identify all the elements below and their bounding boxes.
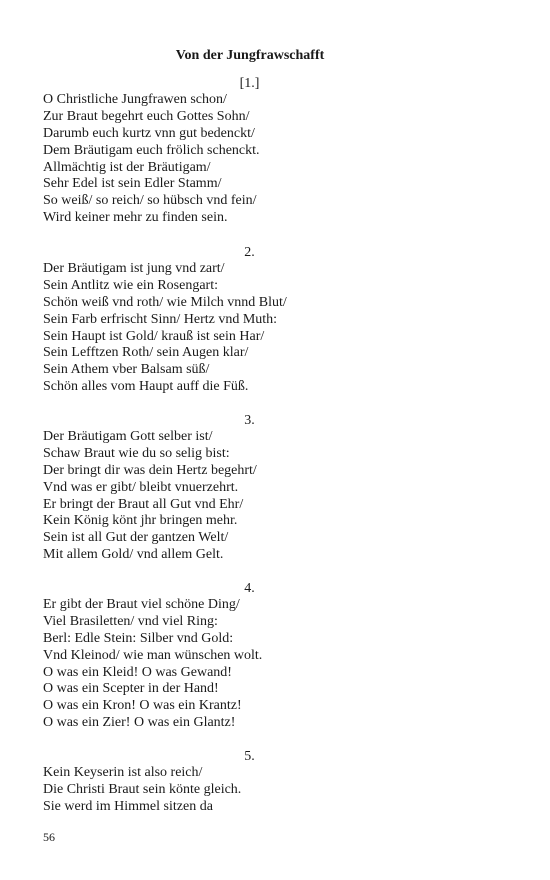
stanza-number: [1.]: [239, 76, 260, 91]
stanza-5: [43, 748, 463, 816]
verse-line: Sie werd im Himmel sitzen da: [43, 798, 213, 814]
verse-line: Wird keiner mehr zu finden sein.: [43, 210, 228, 226]
verse-line: Er bringt der Braut all Gut vnd Ehr/: [43, 496, 244, 512]
verse-line: O was ein Zier! O was ein Glantz!: [43, 715, 236, 731]
verse-line: O was ein Kron! O was ein Krantz!: [43, 698, 242, 714]
stanza-1: [43, 75, 463, 227]
verse-line: O was ein Scepter in der Hand!: [43, 681, 219, 697]
verse-line: O Christliche Jungfrawen schon/: [43, 92, 227, 107]
verse-line: Kein König könt jhr bringen mehr.: [43, 513, 238, 529]
verse-line: Zur Braut begehrt euch Gottes Sohn/: [43, 108, 250, 124]
verse-line: Vnd was er gibt/ bleibt vnuerzehrt.: [43, 479, 239, 495]
verse-line: Sein Haupt ist Gold/ krauß ist sein Har/: [43, 328, 265, 344]
stanza-number: 4.: [244, 581, 255, 596]
verse-line: Sein ist all Gut der gantzen Welt/: [43, 530, 229, 546]
verse-line: Sein Lefftzen Roth/ sein Augen klar/: [43, 345, 249, 361]
verse-line: Sehr Edel ist sein Edler Stamm/: [43, 176, 222, 192]
verse-line: Die Christi Braut sein könte gleich.: [43, 781, 242, 797]
verse-line: Der Bräutigam ist jung vnd zart/: [43, 261, 225, 276]
verse-line: Berl: Edle Stein: Silber vnd Gold:: [43, 630, 234, 646]
stanza-number: 2.: [244, 245, 255, 260]
verse-line: Kein Keyserin ist also reich/: [43, 765, 203, 780]
stanza-number: 3.: [244, 413, 255, 428]
verse-line: O was ein Kleid! O was Gewand!: [43, 664, 232, 680]
stanza-4: [43, 580, 463, 732]
verse-line: So weiß/ so reich/ so hübsch vnd fein/: [43, 193, 257, 209]
verse-line: Der Bräutigam Gott selber ist/: [43, 429, 213, 444]
verse-line: Darumb euch kurtz vnn gut bedenckt/: [43, 125, 255, 141]
stanza-3: [43, 412, 463, 564]
verse-line: Vnd Kleinod/ wie man wünschen wolt.: [43, 647, 263, 663]
verse-line: Sein Athem vber Balsam süß/: [43, 362, 210, 378]
verse-line: Dem Bräutigam euch frölich schenckt.: [43, 142, 260, 158]
verse-line: Er gibt der Braut viel schöne Ding/: [43, 597, 240, 612]
verse-line: Der bringt dir was dein Hertz begehrt/: [43, 462, 257, 478]
page-title: Von der Jungfrawschafft: [175, 48, 325, 63]
verse-line: Sein Antlitz wie ein Rosengart:: [43, 277, 218, 293]
verse-line: Schön alles vom Haupt auff die Füß.: [43, 379, 249, 395]
verse-line: Schaw Braut wie du so selig bist:: [43, 445, 230, 461]
verse-line: Schön weiß vnd roth/ wie Milch vnnd Blut/: [43, 294, 287, 310]
verse-line: Sein Farb erfrischt Sinn/ Hertz vnd Muth:: [43, 311, 278, 327]
stanza-number: 5.: [244, 749, 255, 764]
verse-line: Viel Brasiletten/ vnd viel Ring:: [43, 613, 218, 629]
verse-line: Mit allem Gold/ vnd allem Gelt.: [43, 547, 224, 563]
stanza-2: [43, 244, 463, 396]
verse-line: Allmächtig ist der Bräutigam/: [43, 159, 211, 175]
page-number: 56: [43, 830, 55, 844]
